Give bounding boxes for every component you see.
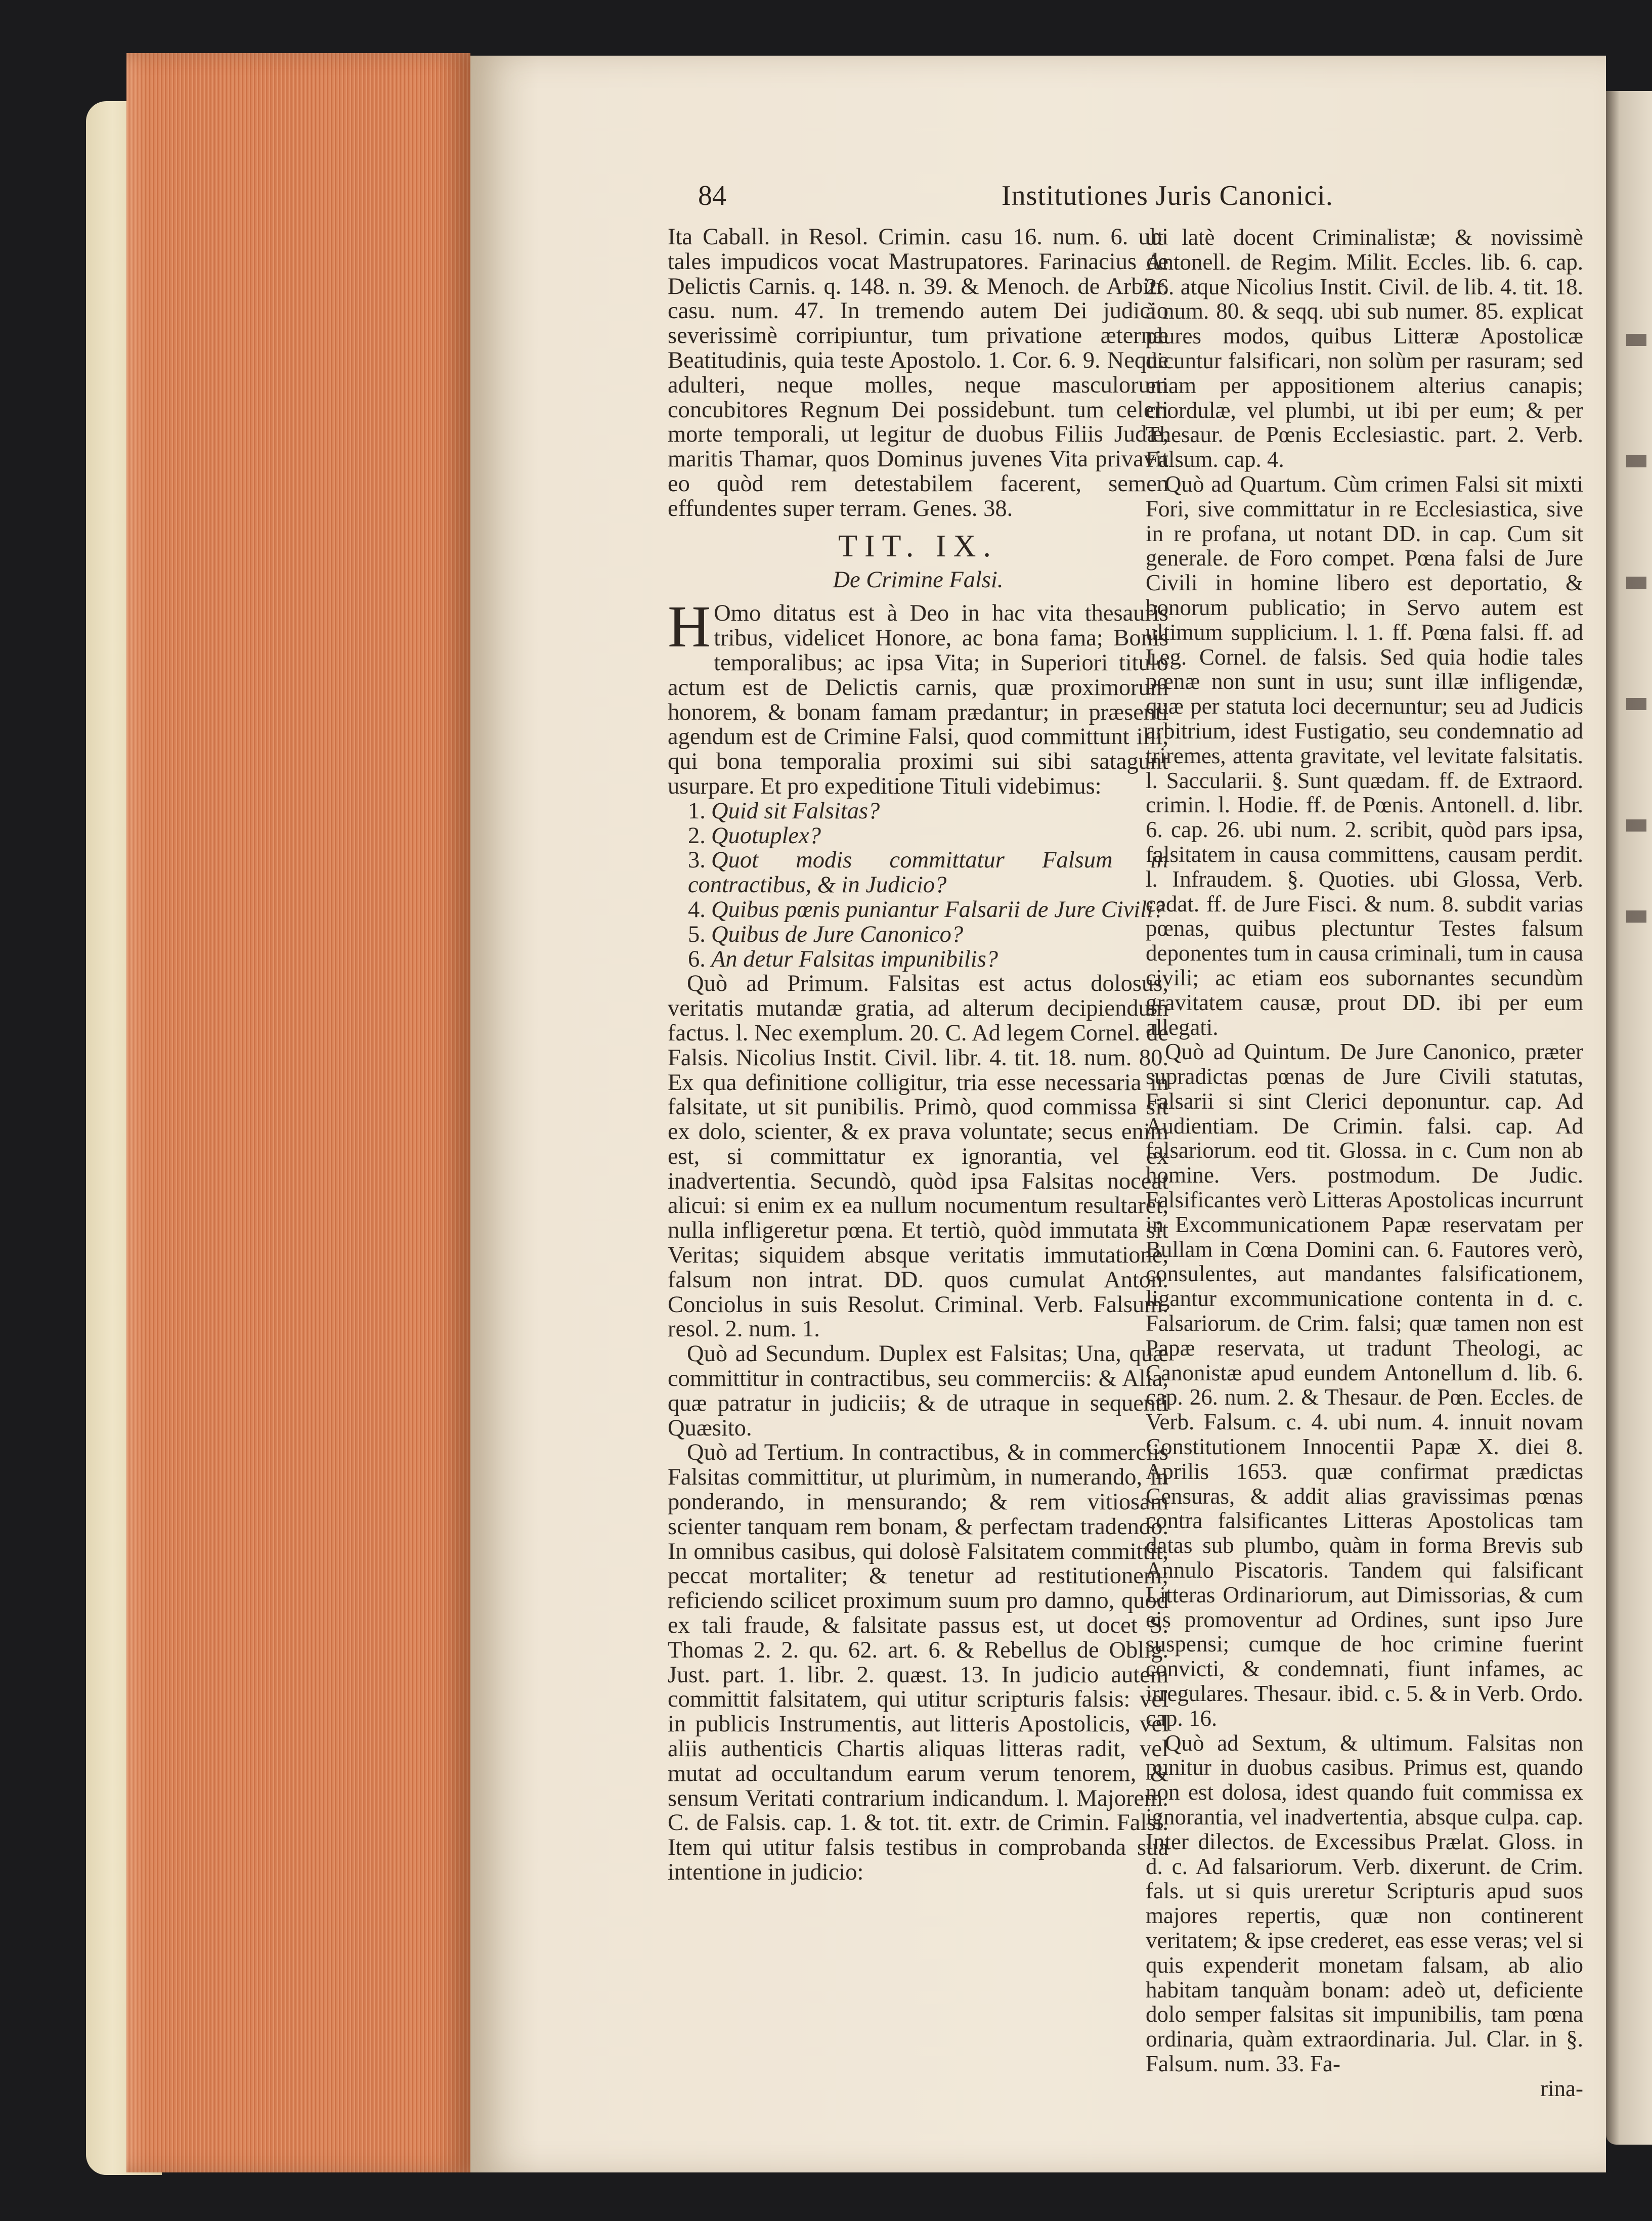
question-list (668, 799, 1168, 972)
paragraph-sextum: Quò ad Sextum, & ultimum. Falsitas non punitur in duobus casibus. Primus est, quando non est dolosa, idest quando fuit commissa ex ignorantia, vel inadvertentia, absque culpa. cap. Inter dilectos. de Excessibus Prælat. Gloss. in d. c. Ad falsariorum. Verb. dixerunt. de Crim. fals. ut si quis ureretur Scripturis apud suos majores repertis, quæ non continerent veritatem; & ipse crederet, eas esse veras; vel si quis expenderit monetam falsam, ab alio habitam tanquàm bonam: adeò ut, deficiente dolo semper falsitas sit impunibilis, tam pœna ordinaria, quàm extraordinaria. Jul. Clar. in §. Falsum. num. 33. Fa- (1146, 1730, 1583, 2076)
left-column (668, 225, 1168, 1885)
page-number: 84 (698, 180, 726, 211)
question-number: 3. (688, 847, 706, 874)
paragraph-quartum: Quò ad Quartum. Cùm crimen Falsi sit mixti Fori, sive committatur in re Ecclesiastica, sive in re profana, ut notant DD. in cap. Cum sit generale. de Foro compet. Pœna falsi de Jure Civili in homine libero est deportatio, & bonorum publicatio; in Servo autem est ultimum supplicium. l. 1. ff. Pœna falsi. ff. ad Leg. Cornel. de falsis. Sed quia hodie tales pœnæ non sunt in usu; sunt illæ infligendæ, quæ per statuta loci decernuntur; seu ad Judicis arbitrium, idest Fustigatio, seu condemnatio ad triremes, attenta gravitate, vel levitate falsitatis. l. Saccularii. §. Sunt quædam. ff. de Extraord. crimin. l. Hodie. ff. de Pœnis. Antonell. d. libr. 6. cap. 26. ubi num. 2. scribit, quòd pars ipsa, falsitatem in causa committens, causam perdit. l. Infraudem. §. Quoties. ubi Glossa, Verb. cadat. ff. de Jure Fisci. & num. 8. subdit varias pœnas, quibus plectuntur Testes falsum deponentes tum in causa criminali, tum in causa civili; ac etiam eos subornantes secundùm gravitatem causæ, prout DD. ibi per eum allegati. (1146, 471, 1583, 1040)
question-text: Quibus pœnis puniantur Falsarii de Jure Civili? (711, 896, 1165, 923)
paragraph-quintum: Quò ad Quintum. De Jure Canonico, præter supradictas pœnas de Jure Civili statutas, Falsarii si sint Clerici deponuntur. cap. Ad Audientiam. De Crimin. falsi. cap. Ad falsariorum. eod tit. Glossa. in c. Cum non ab homine. Vers. postmodum. De Judic. Falsificantes verò Litteras Apostolicas incurrunt in Excommunicationem Papæ reservatam per Bullam in Cœna Domini can. 6. Fautores verò, consulentes, aut mandantes falsificationem, ligantur excommunicatione contenta in d. c. Falsariorum. de Crim. falsi; quæ tamen non est Papæ reservata, ut tradunt Theologi, ac Canonistæ apud eundem Antonellum d. lib. 6. cap. 26. num. 2. & Thesaur. de Pœn. Eccles. de Verb. Falsum. c. 4. ubi num. 4. innuit novam Constitutionem Innocentii Papæ X. diei 8. Aprilis 1653. quæ confirmat prædictas Censuras, & addit alias gravissimas pœnas contra falsificantes Litteras Apostolicas tam datas sub plumbo, quàm in forma Brevis sub Annulo Piscatoris. Tandem qui falsificant Litteras Ordinariorum, aut Dimissorias, & cum eis promoventur ad Ordines, sunt ipso Jure suspensi; cumque de hoc crimine fuerint convicti, & condemnati, fiunt infames, ac irregulares. Thesaur. ibid. c. 5. & in Verb. Ordo. cap. 16. (1146, 1039, 1583, 1731)
facing-page-edge (1606, 91, 1652, 2145)
question-number: 4. (688, 896, 706, 923)
page-header (668, 180, 1578, 225)
question-item (688, 947, 1168, 972)
question-item (688, 898, 1168, 923)
paragraph-tertium: Quò ad Tertium. In contractibus, & in commerciis Falsitas committitur, ut plurimùm, in numerando, in ponderando, in mensurando; & rem vitiosam scienter tanquam rem bonam, & perfectam tradendo. In omnibus casibus, qui dolosè Falsitatem committit, peccat mortaliter; & tenetur ad restitutionem; reficiendo scilicet proximum suum pro damno, quod ex tali fraude, & falsitate passus est, ut docet S. Thomas 2. 2. qu. 62. art. 6. & Rebellus de Oblig. Just. part. 1. libr. 2. quæst. 13. In judicio autem committit falsitatem, qui utitur scripturis falsis: vel in publicis Instrumentis, aut litteris Apostolicis, vel aliis authenticis Chartis aliquas litteras radit, vel mutat ad occultandum earum verum tenorem, & sensum Veritati contrarium indicandum. l. Majorem. C. de Falsis. cap. 1. & tot. tit. extr. de Crimin. Falsi. Item qui utitur falsis testibus in comprobanda sua intentione in judicio: (668, 1440, 1168, 1885)
question-text: Quotuplex? (711, 822, 821, 849)
question-item (688, 824, 1168, 849)
question-number: 5. (688, 921, 706, 947)
drop-cap: H (668, 593, 711, 660)
question-text: Quid sit Falsitas? (711, 798, 880, 824)
right-column (1146, 225, 1583, 2101)
question-text: Quibus de Jure Canonico? (711, 921, 964, 947)
question-item (688, 923, 1168, 947)
question-number: 1. (688, 798, 706, 824)
title-heading: TIT. IX. (838, 529, 998, 563)
intro-paragraph: Ita Caball. in Resol. Crimin. casu 16. num. 6. ubi tales impudicos vocat Mastrupatores. Farinacius de Delictis Carnis. q. 148. n. 39. & Menoch. de Arbitr. casu. num. 47. In tremendo autem Dei judicio severissimè corripiuntur, tum privatione æternæ Beatitudinis, quia teste Apostolo. 1. Cor. 6. 9. Neque adulteri, neque molles, neque masculorum concubitores Regnum Dei possidebunt. tum celeri morte temporali, ut legitur de duobus Filiis Judæ, maritis Thamar, quos Dominus juvenes Vita privavit eo quòd rem detestabilem facerent, semen effundentes super terram. Genes. 38. (668, 224, 1168, 521)
title-subheading: De Crimine Falsi. (833, 567, 1004, 593)
continuation-paragraph: ut latè docent Criminalistæ; & novissimè Antonell. de Regim. Milit. Eccles. lib. 6. cap. 26. atque Nicolius Instit. Civil. de lib. 4. tit. 18. à num. 80. & seqq. ubi sub numer. 85. explicat plures modos, quibus Litteræ Apostolicæ dicuntur falsificari, non solùm per rasuram; sed etiam per appositionem alterius canapis; chordulæ, vel plumbi, ut ibi per eum; & per Thesaur. de Pœnis Ecclesiastic. part. 2. Verb. Falsum. cap. 4. (1146, 225, 1583, 472)
running-title: Institutiones Juris Canonici. (1002, 180, 1333, 211)
page-block-edge (126, 53, 470, 2172)
question-text: Quot modis committatur Falsum in contractibus, & in Judicio? (688, 847, 1168, 898)
question-item (688, 799, 1168, 824)
paragraph-primum: Quò ad Primum. Falsitas est actus dolosus, veritatis mutandæ gratia, ad alterum decipiendum factus. l. Nec exemplum. 20. C. Ad legem Cornel. de Falsis. Nicolius Instit. Civil. libr. 4. tit. 18. num. 80. Ex qua definitione colligitur, tria esse necessaria in falsitate, ut sit punibilis. Primò, quod commissa sit ex dolo, scienter, & ex prava voluntate; secus enim est, si committatur ex ignorantia, vel ex inadvertentia. Secundò, quòd ipsa Falsitas noceat alicui: si enim ex ea nullum nocumentum resultaret, nulla infligeretur pœna. Et tertiò, quòd immutata sit Veritas; siquidem absque veritatis immutatione, falsum non intrat. DD. quos cumulat Anton. Conciolus in suis Resolut. Criminal. Verb. Falsum. resol. 2. num. 1. (668, 971, 1168, 1342)
question-number: 6. (688, 946, 706, 972)
question-item (688, 848, 1168, 898)
opening-paragraph (668, 593, 1168, 799)
opening-text: Omo ditatus est à Deo in hac vita thesauris tribus, videlicet Honore, ac bona fama; Bonis temporalibus; ac ipsa Vita; in Superiori titulo actum est de Delictis carnis, quæ proximorum honorem, & bonam famam prædantur; in præsenti agendum est de Crimine Falsi, quod committunt illi, qui bona temporalia proximi sui sibi satagunt usurpare. Et pro expeditione Tituli videbimus: (668, 600, 1168, 799)
catchword: rina- (1540, 2075, 1583, 2101)
paragraph-secundum: Quò ad Secundum. Duplex est Falsitas; Una, quæ committitur in contractibus, seu commerciis: & Alia, quæ patratur in judiciis; & de utraque in sequenti Quæsito. (668, 1341, 1168, 1441)
question-number: 2. (688, 822, 706, 849)
question-text: An detur Falsitas impunibilis? (711, 946, 998, 972)
